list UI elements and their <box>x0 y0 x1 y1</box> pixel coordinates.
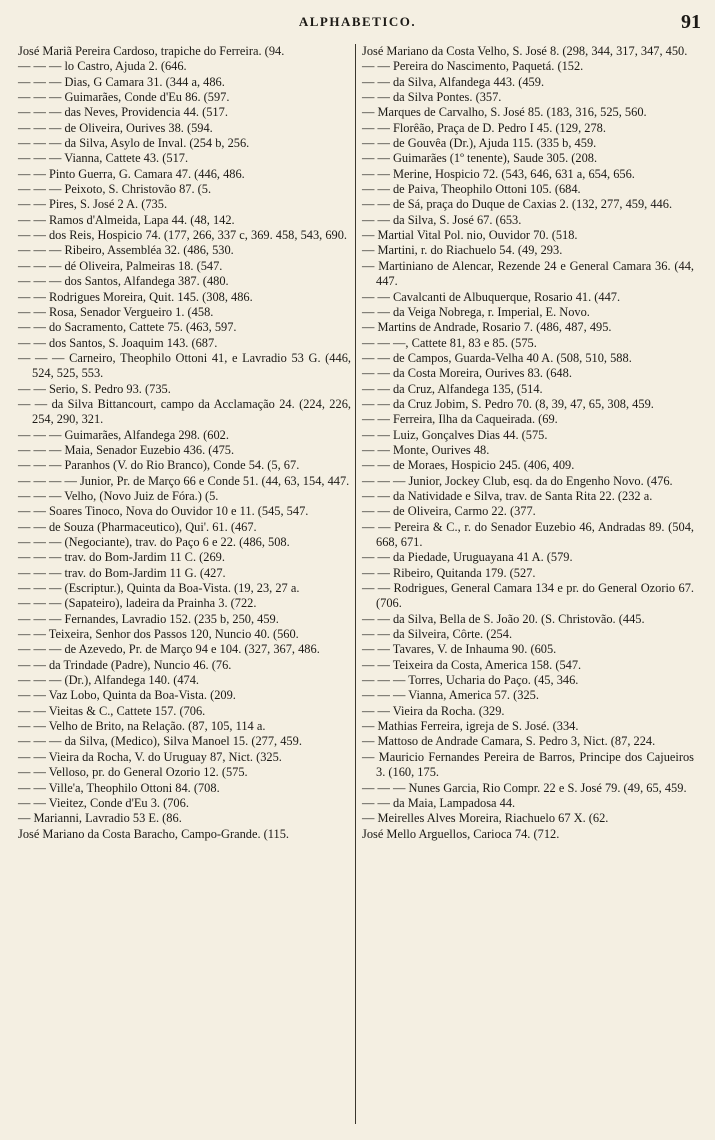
directory-entry: — — Vieitez, Conde d'Eu 3. (706. <box>18 795 189 810</box>
directory-entry: — — do Sacramento, Cattete 75. (463, 597. <box>18 320 237 335</box>
directory-entry: — — — Carneiro, Theophilo Ottoni 41, e Lavradio 53 G. (446, 524, 525, 553. <box>18 350 351 381</box>
directory-entry: — — — Guimarães, Alfandega 298. (602. <box>18 427 229 442</box>
directory-entry: — Meirelles Alves Moreira, Riachuelo 67 X. (62. <box>362 811 609 826</box>
directory-entry: — — — Nunes Garcia, Rio Compr. 22 e S. José 79. (49, 65, 459. <box>362 780 687 795</box>
directory-entry: — — Merine, Hospicio 72. (543, 646, 631 a, 654, 656. <box>362 166 635 181</box>
directory-entry: — — — Vianna, America 57. (325. <box>362 688 539 703</box>
right-column <box>356 44 698 1124</box>
directory-entry: — — — Ribeiro, Assembléa 32. (486, 530. <box>18 243 234 258</box>
directory-entry: — — da Natividade e Silva, trav. de Santa Rita 22. (232 a. <box>362 488 653 503</box>
directory-entry: — — — Torres, Ucharia do Paço. (45, 346. <box>362 673 579 688</box>
directory-entry: — Marianni, Lavradio 53 E. (86. <box>18 811 182 826</box>
directory-entry: — — Ville'a, Theophilo Ottoni 84. (708. <box>18 780 220 795</box>
directory-entry: — — da Cruz Jobim, S. Pedro 70. (8, 39, 47, 65, 308, 459. <box>362 396 654 411</box>
directory-entry: — — — de Oliveira, Ourives 38. (594. <box>18 120 213 135</box>
directory-entry: — — de Paiva, Theophilo Ottoni 105. (684. <box>362 182 581 197</box>
directory-entry: — — Vieitas & C., Cattete 157. (706. <box>18 703 206 718</box>
directory-entry: — — — trav. do Bom-Jardim 11 G. (427. <box>18 565 226 580</box>
directory-entry: — — Florêão, Praça de D. Pedro I 45. (129, 278. <box>362 120 606 135</box>
directory-entry: — — — lo Castro, Ajuda 2. (646. <box>18 59 187 74</box>
directory-entry: — — Tavares, V. de Inhauma 90. (605. <box>362 642 557 657</box>
directory-entry: — — —, Cattete 81, 83 e 85. (575. <box>362 335 537 350</box>
directory-columns <box>14 44 700 1124</box>
directory-entry: — — — dos Santos, Alfandega 387. (480. <box>18 274 229 289</box>
directory-entry: — — de Gouvêa (Dr.), Ajuda 115. (335 b, 459. <box>362 136 597 151</box>
directory-entry: — — Rodrigues Moreira, Quit. 145. (308, 486. <box>18 289 253 304</box>
directory-entry: — — de Campos, Guarda-Velha 40 A. (508, 510, 588. <box>362 350 632 365</box>
directory-entry: — — da Veiga Nobrega, r. Imperial, E. Novo. <box>362 304 590 319</box>
directory-entry: — Marques de Carvalho, S. José 85. (183, 316, 525, 560. <box>362 105 647 120</box>
left-column <box>14 44 356 1124</box>
directory-entry: José Mariano da Costa Baracho, Campo-Grande. (115. <box>18 826 290 841</box>
directory-entry: — Martiniano de Alencar, Rezende 24 e General Camara 36. (44, 447. <box>362 258 694 289</box>
directory-entry: — — — das Neves, Providencia 44. (517. <box>18 105 228 120</box>
directory-entry: — — da Cruz, Alfandega 135, (514. <box>362 381 543 396</box>
directory-entry: — Martins de Andrade, Rosario 7. (486, 487, 495. <box>362 320 612 335</box>
directory-entry: — — — Guimarães, Conde d'Eu 86. (597. <box>18 90 230 105</box>
directory-entry: — — — Velho, (Novo Juiz de Fóra.) (5. <box>18 488 219 503</box>
directory-entry: — — — Fernandes, Lavradio 152. (235 b, 250, 459. <box>18 611 279 626</box>
running-head: ALPHABETICO. <box>298 14 417 29</box>
directory-entry: — — Vaz Lobo, Quinta da Boa-Vista. (209. <box>18 688 236 703</box>
directory-entry: — — Guimarães (1º tenente), Saude 305. (208. <box>362 151 598 166</box>
directory-entry: — — — — Junior, Pr. de Março 66 e Conde 51. (44, 63, 154, 447. <box>18 473 350 488</box>
page-number: 91 <box>681 11 701 33</box>
directory-entry: José Mariã Pereira Cardoso, trapiche do Ferreira. (94. <box>18 44 285 58</box>
directory-entry: — — Pires, S. José 2 A. (735. <box>18 197 168 212</box>
directory-entry: — Martial Vital Pol. nio, Ouvidor 70. (518. <box>362 228 578 243</box>
directory-entry: — Martini, r. do Riachuelo 54. (49, 293. <box>362 243 563 258</box>
directory-entry: — — Soares Tinoco, Nova do Ouvidor 10 e 11. (545, 547. <box>18 504 309 519</box>
directory-entry: — — — Paranhos (V. do Rio Branco), Conde 54. (5, 67. <box>18 458 300 473</box>
directory-entry: — — da Maia, Lampadosa 44. <box>362 795 516 810</box>
directory-entry: — Mathias Ferreira, igreja de S. José. (334. <box>362 719 579 734</box>
directory-entry: — — — Dias, G Camara 31. (344 a, 486. <box>18 74 225 89</box>
directory-entry: — — Vieira da Rocha, V. do Uruguay 87, Nict. (325. <box>18 749 282 764</box>
directory-entry: — — de Moraes, Hospicio 245. (406, 409. <box>362 458 575 473</box>
directory-entry: — — — (Escriptur.), Quinta da Boa-Vista. (19, 23, 27 a. <box>18 581 300 596</box>
directory-entry: — — — (Dr.), Alfandega 140. (474. <box>18 673 200 688</box>
directory-entry: — — — Peixoto, S. Christovão 87. (5. <box>18 182 212 197</box>
directory-entry: José Mello Arguellos, Carioca 74. (712. <box>362 826 560 841</box>
directory-entry: — — — de Azevedo, Pr. de Março 94 e 104. (327, 367, 486. <box>18 642 320 657</box>
directory-entry: — — Vieira da Rocha. (329. <box>362 703 505 718</box>
directory-entry: — — — trav. do Bom-Jardim 11 C. (269. <box>18 550 225 565</box>
directory-entry: — — Ramos d'Almeida, Lapa 44. (48, 142. <box>18 212 235 227</box>
directory-entry: — — dos Santos, S. Joaquim 143. (687. <box>18 335 218 350</box>
directory-entry: — — Velloso, pr. do General Ozorio 12. (575. <box>18 765 248 780</box>
page-header <box>0 11 715 38</box>
directory-entry: — — de Souza (Pharmaceutico), Qui'. 61. (467. <box>18 519 257 534</box>
directory-entry: — — de Sá, praça do Duque de Caxias 2. (132, 277, 459, 446. <box>362 197 673 212</box>
directory-entry: — — Serio, S. Pedro 93. (735. <box>18 381 171 396</box>
directory-entry: — — da Silva Pontes. (357. <box>362 90 502 105</box>
directory-entry: — — Teixeira da Costa, America 158. (547. <box>362 657 582 672</box>
directory-entry: — — — Vianna, Cattete 43. (517. <box>18 151 189 166</box>
directory-entry: — — — (Negociante), trav. do Paço 6 e 22. (486, 508. <box>18 535 290 549</box>
directory-entry: — — da Silva, Bella de S. João 20. (S. Christovão. (445. <box>362 611 645 626</box>
directory-entry: — — Monte, Ourives 48. <box>362 442 490 457</box>
directory-entry: — — da Silva Bittancourt, campo da Acclamação 24. (224, 226, 254, 290, 321. <box>18 396 351 427</box>
directory-entry: — — — (Sapateiro), ladeira da Prainha 3. (722. <box>18 596 257 611</box>
directory-entry: — — Teixeira, Senhor dos Passos 120, Nuncio 40. (560. <box>18 627 299 642</box>
directory-entry: — — Pereira do Nascimento, Paquetá. (152. <box>362 59 584 74</box>
directory-entry: — — da Silva, S. José 67. (653. <box>362 212 522 227</box>
directory-entry: — Mattoso de Andrade Camara, S. Pedro 3, Nict. (87, 224. <box>362 734 656 749</box>
directory-entry: — Mauricio Fernandes Pereira de Barros, Principe dos Cajueiros 3. (160, 175. <box>362 749 694 780</box>
directory-entry: José Mariano da Costa Velho, S. José 8. (298, 344, 317, 347, 450. <box>362 44 688 58</box>
directory-entry: — — — da Silva, (Medico), Silva Manoel 15. (277, 459. <box>18 734 302 749</box>
directory-entry: — — da Silveira, Côrte. (254. <box>362 627 513 642</box>
directory-entry: — — — da Silva, Asylo de Inval. (254 b, 256. <box>18 136 250 151</box>
directory-entry: — — da Costa Moreira, Ourives 83. (648. <box>362 366 572 381</box>
directory-entry: — — Rosa, Senador Vergueiro 1. (458. <box>18 304 214 319</box>
directory-entry: — — de Oliveira, Carmo 22. (377. <box>362 504 536 519</box>
directory-entry: — — da Trindade (Padre), Nuncio 46. (76. <box>18 657 232 672</box>
directory-entry: — — Ferreira, Ilha da Caqueirada. (69. <box>362 412 558 427</box>
directory-entry: — — da Silva, Alfandega 443. (459. <box>362 74 545 89</box>
directory-entry: — — Cavalcanti de Albuquerque, Rosario 41. (447. <box>362 289 621 304</box>
directory-entry: — — Velho de Brito, na Relação. (87, 105, 114 a. <box>18 719 266 734</box>
directory-entry: — — da Piedade, Uruguayana 41 A. (579. <box>362 550 573 565</box>
directory-entry: — — Pinto Guerra, G. Camara 47. (446, 486. <box>18 166 245 181</box>
directory-entry: — — Ribeiro, Quitanda 179. (527. <box>362 565 536 580</box>
directory-entry: — — — dé Oliveira, Palmeiras 18. (547. <box>18 258 223 273</box>
directory-entry: — — — Maia, Senador Euzebio 436. (475. <box>18 442 235 457</box>
directory-entry: — — — Junior, Jockey Club, esq. da do Engenho Novo. (476. <box>362 473 673 488</box>
directory-entry: — — Pereira & C., r. do Senador Euzebio 46, Andradas 89. (504, 668, 671. <box>362 519 694 549</box>
directory-entry: — — Luiz, Gonçalves Dias 44. (575. <box>362 427 548 442</box>
directory-entry: — — Rodrigues, General Camara 134 e pr. do General Ozorio 67. (706. <box>362 581 694 611</box>
directory-entry: — — dos Reis, Hospicio 74. (177, 266, 337 c, 369. 458, 543, 690. <box>18 228 348 243</box>
